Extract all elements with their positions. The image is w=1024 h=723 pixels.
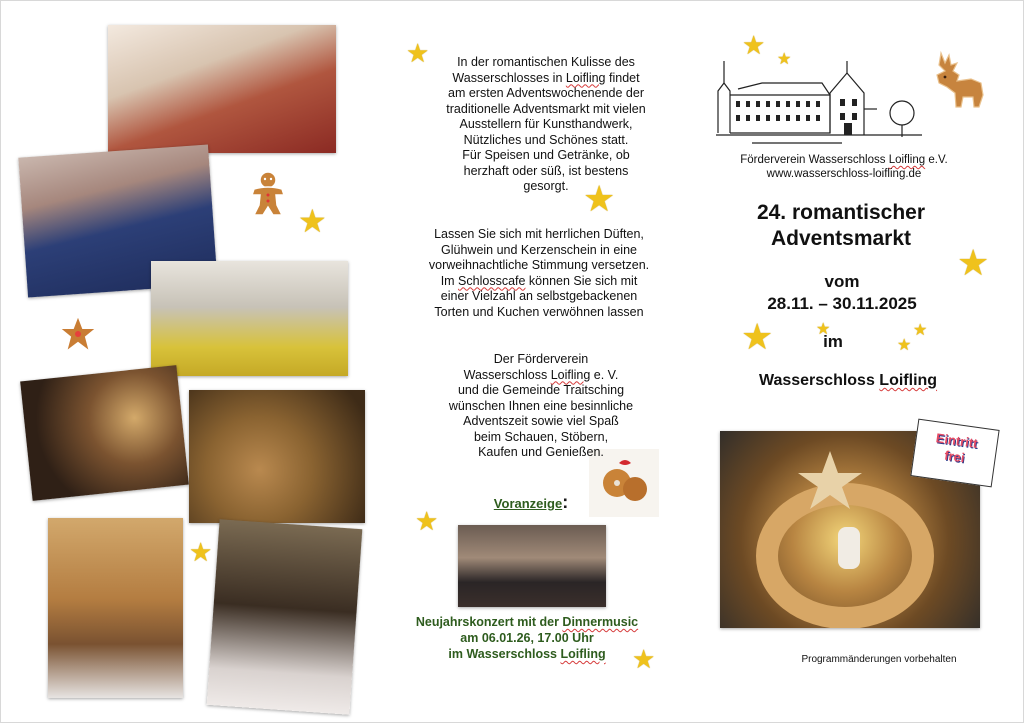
text-line: wünschen Ihnen eine besinnliche xyxy=(448,398,634,413)
text-line: und die Gemeinde Traitsching xyxy=(457,383,625,397)
disclaimer-text: Programmänderungen vorbehalten xyxy=(801,654,957,665)
event-title xyxy=(713,200,969,252)
free-entry-badge xyxy=(910,419,999,488)
event-location: Wasserschloss Loifling xyxy=(758,372,938,389)
title-line-2: Adventsmarkt xyxy=(770,227,912,250)
text-line: Kaufen und Genießen. xyxy=(478,445,604,459)
text-line: Glühwein und Kerzenschein in eine xyxy=(441,242,637,257)
preview-heading xyxy=(461,492,601,512)
star-icon: ★ xyxy=(777,51,792,68)
text-line: herzhaft oder süß, ist bestens xyxy=(463,163,629,178)
star-icon: ★ xyxy=(415,506,439,536)
text-line: traditionelle Adventsmarkt mit vielen xyxy=(446,101,646,116)
date-range: 28.11. – 30.11.2025 xyxy=(767,294,917,313)
text-line: Lassen Sie sich mit herrlichen Düften, xyxy=(434,227,644,241)
badge-line-1: Eintritt xyxy=(934,430,979,451)
event-date xyxy=(736,271,948,315)
craftsman-photo xyxy=(20,365,189,501)
text-line: Nützliches und Schönes statt. xyxy=(463,132,629,147)
nativity-scenes-photo xyxy=(108,25,336,153)
star-cookie-icon xyxy=(57,313,99,355)
market-hut-photo xyxy=(48,518,183,698)
text-line: Der Förderverein xyxy=(493,352,589,366)
association-name: Förderverein Wasserschloss Loifling e.V. xyxy=(740,154,948,166)
text-line: am 06.01.26, 17.00 Uhr xyxy=(460,631,594,645)
castle-drawing-icon xyxy=(712,53,926,148)
concert-band-photo xyxy=(458,525,606,607)
association-info xyxy=(729,153,959,181)
nutcracker-photo xyxy=(207,519,363,715)
star-icon: ★ xyxy=(957,242,990,283)
text-line: einer Vielzahl an selbstgebackenen xyxy=(440,289,638,303)
star-icon: ★ xyxy=(816,321,831,338)
preview-label: Voranzeige xyxy=(493,496,563,511)
star-icon: ★ xyxy=(189,537,213,567)
preview-colon: : xyxy=(562,492,569,512)
star-icon: ★ xyxy=(298,203,327,239)
title-line-1: 24. romantischer xyxy=(756,201,926,224)
text-line: Wasserschlosses in Loifling findet xyxy=(452,70,640,85)
text-line: Für Speisen und Getränke, ob xyxy=(462,148,630,162)
intro-paragraph xyxy=(416,55,676,195)
star-icon: ★ xyxy=(632,644,656,674)
text-line: vorweihnachtliche Stimmung versetzen. xyxy=(428,258,650,272)
text-line: Torten und Kuchen verwöhnen lassen xyxy=(434,304,644,319)
star-icon: ★ xyxy=(913,322,928,339)
concert-announcement xyxy=(397,614,657,662)
star-icon: ★ xyxy=(406,38,430,68)
greeting-paragraph xyxy=(421,352,661,461)
text-line: Ausstellern für Kunsthandwerk, xyxy=(459,117,633,131)
star-icon: ★ xyxy=(583,178,616,219)
text-line: Im Schlosscafe können Sie sich mit xyxy=(440,273,638,288)
text-line: am ersten Adventswochenende der xyxy=(448,86,644,100)
knitwear-stall-photo xyxy=(151,261,348,376)
star-icon: ★ xyxy=(897,337,912,354)
treats-paragraph xyxy=(409,227,669,320)
text-line: Adventszeit sowie viel Spaß xyxy=(463,414,619,428)
location-prefix: im xyxy=(823,332,843,351)
website-text: www.wasserschloss-loifling.de xyxy=(766,168,922,180)
star-icon: ★ xyxy=(742,30,766,60)
text-line: Wasserschloss Loifling e. V. xyxy=(463,367,619,382)
date-prefix: vom xyxy=(824,272,860,291)
text-line: im Wasserschloss Loifling xyxy=(448,647,606,661)
star-icon: ★ xyxy=(741,316,774,357)
wooden-goods-photo xyxy=(189,390,365,523)
text-line: Neujahrskonzert mit der Dinnermusic xyxy=(415,615,639,629)
gingerbread-man-icon xyxy=(246,171,290,217)
text-line: In der romantischen Kulisse des xyxy=(457,55,635,69)
badge-line-2: frei xyxy=(943,447,966,466)
text-line: beim Schauen, Stöbern, xyxy=(473,429,609,444)
moose-cookie-icon xyxy=(931,49,989,111)
text-line: gesorgt. xyxy=(523,179,569,193)
